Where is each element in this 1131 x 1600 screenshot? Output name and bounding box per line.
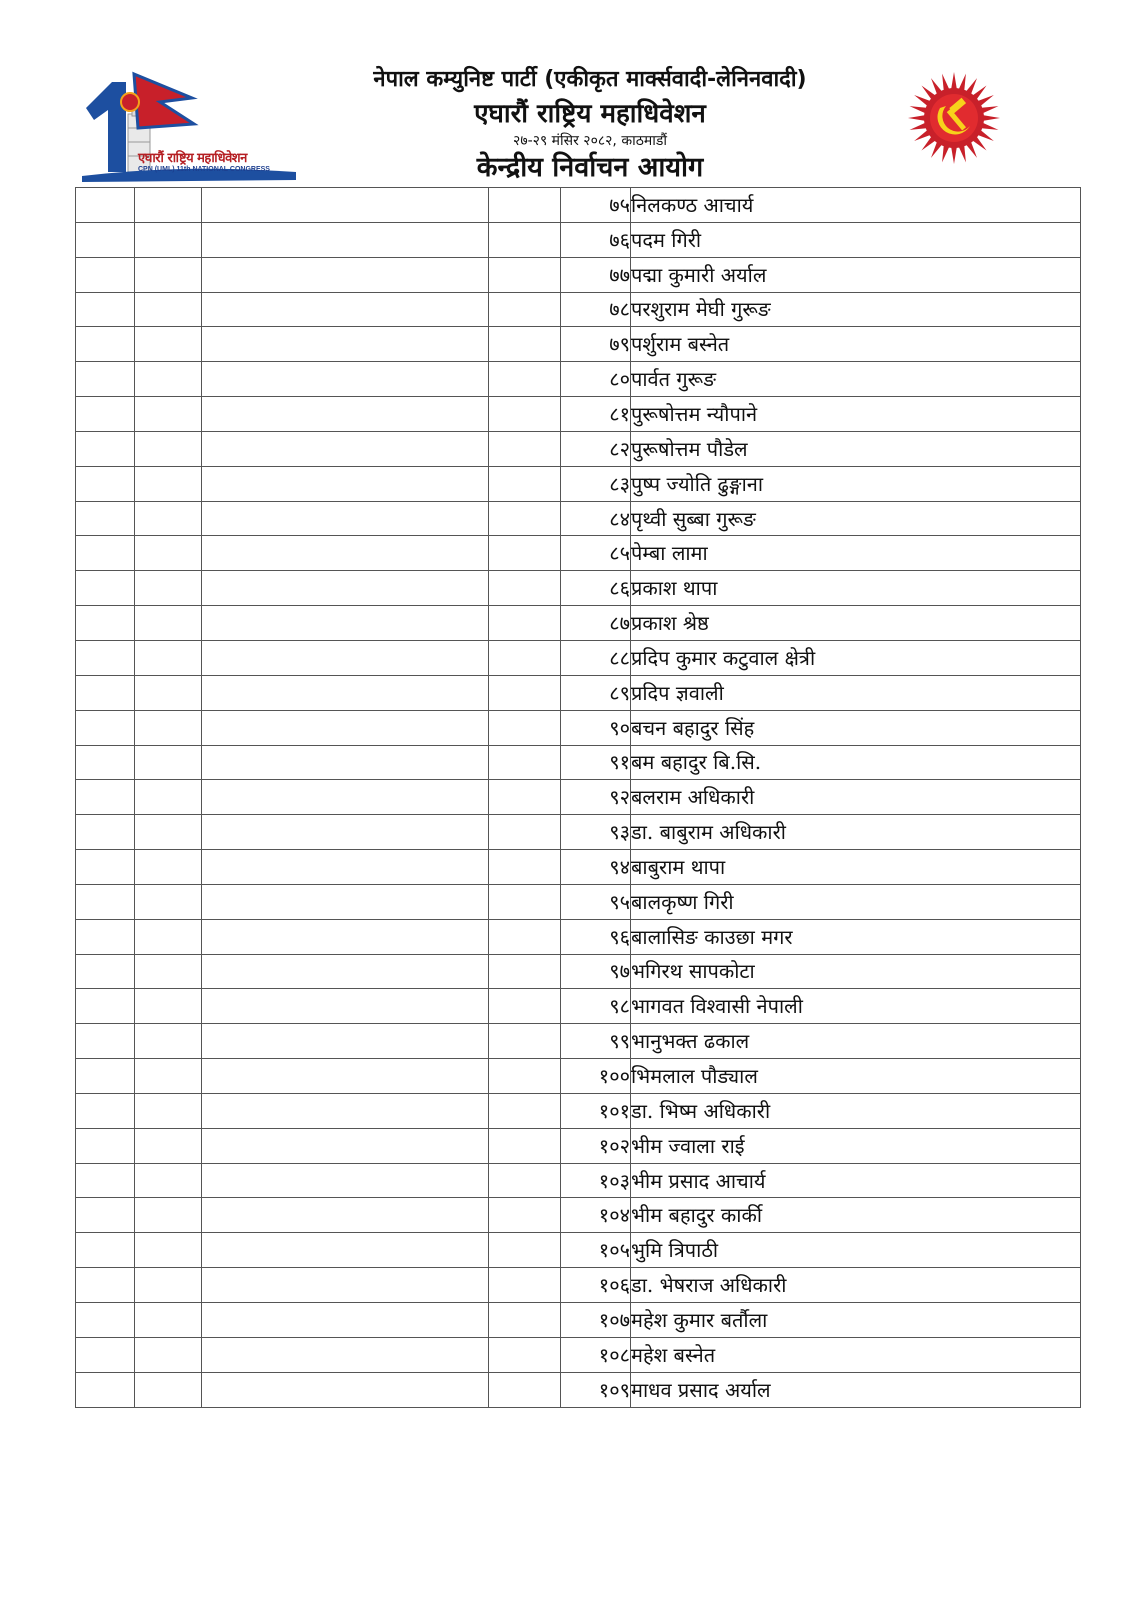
empty-cell bbox=[489, 989, 561, 1024]
empty-cell bbox=[202, 1198, 489, 1233]
candidate-name: निलकण्ठ आचार्य bbox=[631, 188, 1081, 223]
table-row bbox=[76, 466, 1081, 501]
empty-cell bbox=[202, 640, 489, 675]
empty-cell bbox=[202, 954, 489, 989]
table-row bbox=[76, 292, 1081, 327]
empty-cell bbox=[489, 501, 561, 536]
candidate-name: प्रकाश थापा bbox=[631, 571, 1081, 606]
candidate-name: पेम्बा लामा bbox=[631, 536, 1081, 571]
empty-cell bbox=[489, 188, 561, 223]
empty-cell bbox=[76, 1093, 135, 1128]
empty-cell bbox=[135, 188, 202, 223]
candidate-name: परशुराम मेघी गुरूङ bbox=[631, 292, 1081, 327]
empty-cell bbox=[202, 1093, 489, 1128]
candidate-name: बालासिङ काउछा मगर bbox=[631, 919, 1081, 954]
empty-cell bbox=[202, 1163, 489, 1198]
empty-cell bbox=[135, 1093, 202, 1128]
empty-cell bbox=[489, 1303, 561, 1338]
candidate-name: भानुभक्त ढकाल bbox=[631, 1024, 1081, 1059]
empty-cell bbox=[202, 188, 489, 223]
empty-cell bbox=[76, 1163, 135, 1198]
candidate-name: बम बहादुर बि.सि. bbox=[631, 745, 1081, 780]
serial-number: ९६ bbox=[561, 919, 631, 954]
party-emblem bbox=[906, 70, 1002, 166]
candidate-table bbox=[75, 187, 1081, 1408]
empty-cell bbox=[202, 292, 489, 327]
empty-cell bbox=[76, 850, 135, 885]
empty-cell bbox=[489, 466, 561, 501]
empty-cell bbox=[489, 606, 561, 641]
candidate-name: पृथ्वी सुब्बा गुरूङ bbox=[631, 501, 1081, 536]
empty-cell bbox=[202, 257, 489, 292]
empty-cell bbox=[489, 1093, 561, 1128]
candidate-name: भीम बहादुर कार्की bbox=[631, 1198, 1081, 1233]
empty-cell bbox=[202, 850, 489, 885]
candidate-name: डा. भिष्म अधिकारी bbox=[631, 1093, 1081, 1128]
empty-cell bbox=[76, 1303, 135, 1338]
empty-cell bbox=[76, 397, 135, 432]
empty-cell bbox=[76, 501, 135, 536]
serial-number: १०६ bbox=[561, 1268, 631, 1303]
empty-cell bbox=[76, 989, 135, 1024]
candidate-name: डा. बाबुराम अधिकारी bbox=[631, 815, 1081, 850]
candidate-name: भीम ज्वाला राई bbox=[631, 1128, 1081, 1163]
empty-cell bbox=[135, 1198, 202, 1233]
empty-cell bbox=[202, 989, 489, 1024]
empty-cell bbox=[76, 1233, 135, 1268]
empty-cell bbox=[202, 536, 489, 571]
logo-caption: एघारौं राष्ट्रिय महाधिवेशन bbox=[138, 151, 247, 166]
congress-title: एघारौं राष्ट्रिय महाधिवेशन bbox=[474, 99, 706, 129]
serial-number: ७७ bbox=[561, 257, 631, 292]
candidate-name: पुरूषोत्तम पौडेल bbox=[631, 431, 1081, 466]
empty-cell bbox=[76, 466, 135, 501]
empty-cell bbox=[202, 1059, 489, 1094]
candidate-name: भिमलाल पौड्याल bbox=[631, 1059, 1081, 1094]
serial-number: ९३ bbox=[561, 815, 631, 850]
empty-cell bbox=[76, 1372, 135, 1407]
empty-cell bbox=[135, 710, 202, 745]
serial-number: ८७ bbox=[561, 606, 631, 641]
empty-cell bbox=[76, 815, 135, 850]
empty-cell bbox=[489, 397, 561, 432]
serial-number: ८० bbox=[561, 362, 631, 397]
candidate-name: पद्मा कुमारी अर्याल bbox=[631, 257, 1081, 292]
candidate-name: बालकृष्ण गिरी bbox=[631, 884, 1081, 919]
table-row bbox=[76, 431, 1081, 466]
table-row bbox=[76, 850, 1081, 885]
empty-cell bbox=[489, 850, 561, 885]
candidate-name: पार्वत गुरूङ bbox=[631, 362, 1081, 397]
empty-cell bbox=[202, 327, 489, 362]
table-row bbox=[76, 919, 1081, 954]
serial-number: १०५ bbox=[561, 1233, 631, 1268]
table-row bbox=[76, 1059, 1081, 1094]
serial-number: ९७ bbox=[561, 954, 631, 989]
empty-cell bbox=[202, 222, 489, 257]
title-block bbox=[340, 62, 840, 184]
empty-cell bbox=[489, 431, 561, 466]
serial-number: १०४ bbox=[561, 1198, 631, 1233]
empty-cell bbox=[202, 919, 489, 954]
empty-cell bbox=[489, 571, 561, 606]
empty-cell bbox=[135, 1337, 202, 1372]
serial-number: १०३ bbox=[561, 1163, 631, 1198]
table-row bbox=[76, 1163, 1081, 1198]
empty-cell bbox=[202, 1337, 489, 1372]
serial-number: ९९ bbox=[561, 1024, 631, 1059]
empty-cell bbox=[202, 1268, 489, 1303]
empty-cell bbox=[489, 327, 561, 362]
empty-cell bbox=[202, 745, 489, 780]
empty-cell bbox=[489, 536, 561, 571]
serial-number: ९५ bbox=[561, 884, 631, 919]
empty-cell bbox=[489, 745, 561, 780]
serial-number: ८३ bbox=[561, 466, 631, 501]
serial-number: १०८ bbox=[561, 1337, 631, 1372]
empty-cell bbox=[135, 884, 202, 919]
serial-number: १०७ bbox=[561, 1303, 631, 1338]
empty-cell bbox=[76, 1128, 135, 1163]
empty-cell bbox=[135, 501, 202, 536]
empty-cell bbox=[76, 954, 135, 989]
empty-cell bbox=[202, 1233, 489, 1268]
candidate-name: पदम गिरी bbox=[631, 222, 1081, 257]
empty-cell bbox=[202, 606, 489, 641]
serial-number: ८६ bbox=[561, 571, 631, 606]
party-name: नेपाल कम्युनिष्ट पार्टी (एकीकृत मार्क्सवादी-लेनिनवादी) bbox=[373, 67, 807, 92]
congress-logo bbox=[82, 68, 298, 186]
serial-number: ८९ bbox=[561, 675, 631, 710]
table-row bbox=[76, 327, 1081, 362]
table-row bbox=[76, 1128, 1081, 1163]
serial-number: १०२ bbox=[561, 1128, 631, 1163]
empty-cell bbox=[202, 1303, 489, 1338]
empty-cell bbox=[135, 257, 202, 292]
candidate-name: माधव प्रसाद अर्याल bbox=[631, 1372, 1081, 1407]
empty-cell bbox=[135, 536, 202, 571]
empty-cell bbox=[135, 466, 202, 501]
empty-cell bbox=[489, 640, 561, 675]
serial-number: ८१ bbox=[561, 397, 631, 432]
empty-cell bbox=[135, 1059, 202, 1094]
empty-cell bbox=[76, 1059, 135, 1094]
empty-cell bbox=[489, 1233, 561, 1268]
table-row bbox=[76, 675, 1081, 710]
empty-cell bbox=[135, 606, 202, 641]
empty-cell bbox=[135, 745, 202, 780]
empty-cell bbox=[76, 780, 135, 815]
empty-cell bbox=[489, 362, 561, 397]
logo-caption-en: CPN (UML) 11th NATIONAL CONGRESS bbox=[138, 166, 270, 173]
table-row bbox=[76, 989, 1081, 1024]
empty-cell bbox=[489, 1268, 561, 1303]
sun-hammer-sickle-icon bbox=[906, 70, 1002, 166]
candidate-name: प्रकाश श्रेष्ठ bbox=[631, 606, 1081, 641]
candidate-name: भीम प्रसाद आचार्य bbox=[631, 1163, 1081, 1198]
document-header bbox=[0, 0, 1131, 190]
empty-cell bbox=[202, 675, 489, 710]
empty-cell bbox=[489, 1024, 561, 1059]
serial-number: ९८ bbox=[561, 989, 631, 1024]
empty-cell bbox=[135, 1268, 202, 1303]
empty-cell bbox=[76, 884, 135, 919]
empty-cell bbox=[202, 501, 489, 536]
empty-cell bbox=[76, 188, 135, 223]
empty-cell bbox=[135, 1233, 202, 1268]
table-row bbox=[76, 222, 1081, 257]
empty-cell bbox=[135, 1163, 202, 1198]
table-row bbox=[76, 536, 1081, 571]
empty-cell bbox=[76, 257, 135, 292]
empty-cell bbox=[76, 1024, 135, 1059]
empty-cell bbox=[202, 815, 489, 850]
empty-cell bbox=[489, 222, 561, 257]
empty-cell bbox=[135, 397, 202, 432]
empty-cell bbox=[76, 327, 135, 362]
empty-cell bbox=[489, 919, 561, 954]
empty-cell bbox=[202, 362, 489, 397]
serial-number: १०१ bbox=[561, 1093, 631, 1128]
empty-cell bbox=[489, 884, 561, 919]
empty-cell bbox=[135, 1128, 202, 1163]
serial-number: ७५ bbox=[561, 188, 631, 223]
empty-cell bbox=[135, 850, 202, 885]
candidate-name: बाबुराम थापा bbox=[631, 850, 1081, 885]
empty-cell bbox=[489, 710, 561, 745]
empty-cell bbox=[135, 1024, 202, 1059]
table-row bbox=[76, 1372, 1081, 1407]
empty-cell bbox=[489, 1163, 561, 1198]
empty-cell bbox=[76, 640, 135, 675]
table-row bbox=[76, 710, 1081, 745]
table-row bbox=[76, 954, 1081, 989]
empty-cell bbox=[76, 1198, 135, 1233]
table-row bbox=[76, 397, 1081, 432]
empty-cell bbox=[135, 954, 202, 989]
empty-cell bbox=[202, 710, 489, 745]
table-row bbox=[76, 571, 1081, 606]
serial-number: ९० bbox=[561, 710, 631, 745]
serial-number: ७९ bbox=[561, 327, 631, 362]
serial-number: ८५ bbox=[561, 536, 631, 571]
empty-cell bbox=[76, 1268, 135, 1303]
table-row bbox=[76, 780, 1081, 815]
serial-number: ८८ bbox=[561, 640, 631, 675]
candidate-name: प्रदिप ज्ञवाली bbox=[631, 675, 1081, 710]
empty-cell bbox=[202, 397, 489, 432]
empty-cell bbox=[489, 1198, 561, 1233]
table-row bbox=[76, 606, 1081, 641]
empty-cell bbox=[76, 1337, 135, 1372]
candidate-name: महेश बस्नेत bbox=[631, 1337, 1081, 1372]
empty-cell bbox=[76, 710, 135, 745]
table-row bbox=[76, 640, 1081, 675]
empty-cell bbox=[76, 919, 135, 954]
empty-cell bbox=[135, 327, 202, 362]
table-row bbox=[76, 1268, 1081, 1303]
empty-cell bbox=[489, 815, 561, 850]
table-row bbox=[76, 1198, 1081, 1233]
empty-cell bbox=[135, 780, 202, 815]
table-row bbox=[76, 188, 1081, 223]
empty-cell bbox=[76, 362, 135, 397]
empty-cell bbox=[76, 431, 135, 466]
table-row bbox=[76, 501, 1081, 536]
empty-cell bbox=[489, 1337, 561, 1372]
empty-cell bbox=[202, 466, 489, 501]
empty-cell bbox=[489, 675, 561, 710]
serial-number: ९४ bbox=[561, 850, 631, 885]
candidate-name: भागवत विश्वासी नेपाली bbox=[631, 989, 1081, 1024]
empty-cell bbox=[489, 292, 561, 327]
serial-number: ७६ bbox=[561, 222, 631, 257]
table-row bbox=[76, 1233, 1081, 1268]
empty-cell bbox=[135, 571, 202, 606]
empty-cell bbox=[135, 675, 202, 710]
empty-cell bbox=[202, 1128, 489, 1163]
candidate-name: पुरूषोत्तम न्यौपाने bbox=[631, 397, 1081, 432]
candidate-name: बलराम अधिकारी bbox=[631, 780, 1081, 815]
empty-cell bbox=[489, 1372, 561, 1407]
empty-cell bbox=[202, 780, 489, 815]
empty-cell bbox=[135, 1372, 202, 1407]
serial-number: ८४ bbox=[561, 501, 631, 536]
table-row bbox=[76, 745, 1081, 780]
candidate-name: प्रदिप कुमार कटुवाल क्षेत्री bbox=[631, 640, 1081, 675]
empty-cell bbox=[76, 292, 135, 327]
serial-number: ७८ bbox=[561, 292, 631, 327]
empty-cell bbox=[135, 222, 202, 257]
empty-cell bbox=[202, 431, 489, 466]
empty-cell bbox=[76, 675, 135, 710]
commission-title: केन्द्रीय निर्वाचन आयोग bbox=[476, 152, 704, 183]
empty-cell bbox=[76, 222, 135, 257]
empty-cell bbox=[135, 989, 202, 1024]
empty-cell bbox=[202, 1372, 489, 1407]
table-row bbox=[76, 362, 1081, 397]
empty-cell bbox=[76, 536, 135, 571]
serial-number: ९२ bbox=[561, 780, 631, 815]
serial-number: १०९ bbox=[561, 1372, 631, 1407]
table-row bbox=[76, 884, 1081, 919]
empty-cell bbox=[489, 1128, 561, 1163]
candidate-name: पुष्प ज्योति ढुङ्गाना bbox=[631, 466, 1081, 501]
table-row bbox=[76, 1303, 1081, 1338]
serial-number: ८२ bbox=[561, 431, 631, 466]
empty-cell bbox=[135, 362, 202, 397]
candidate-name: महेश कुमार बर्तौला bbox=[631, 1303, 1081, 1338]
empty-cell bbox=[135, 815, 202, 850]
table-row bbox=[76, 1337, 1081, 1372]
candidate-name: डा. भेषराज अधिकारी bbox=[631, 1268, 1081, 1303]
table-row bbox=[76, 257, 1081, 292]
empty-cell bbox=[489, 257, 561, 292]
empty-cell bbox=[202, 571, 489, 606]
empty-cell bbox=[135, 431, 202, 466]
empty-cell bbox=[202, 1024, 489, 1059]
empty-cell bbox=[135, 1303, 202, 1338]
empty-cell bbox=[489, 954, 561, 989]
candidate-name: भुमि त्रिपाठी bbox=[631, 1233, 1081, 1268]
serial-number: १०० bbox=[561, 1059, 631, 1094]
empty-cell bbox=[76, 606, 135, 641]
empty-cell bbox=[489, 1059, 561, 1094]
candidate-name: पर्शुराम बस्नेत bbox=[631, 327, 1081, 362]
serial-number: ९१ bbox=[561, 745, 631, 780]
empty-cell bbox=[135, 292, 202, 327]
empty-cell bbox=[135, 640, 202, 675]
empty-cell bbox=[135, 919, 202, 954]
table-row bbox=[76, 815, 1081, 850]
candidate-name: भगिरथ सापकोटा bbox=[631, 954, 1081, 989]
empty-cell bbox=[489, 780, 561, 815]
empty-cell bbox=[76, 571, 135, 606]
candidate-name: बचन बहादुर सिंह bbox=[631, 710, 1081, 745]
empty-cell bbox=[76, 745, 135, 780]
table-row bbox=[76, 1024, 1081, 1059]
congress-date-venue: २७-२९ मंसिर २०८२, काठमाडौं bbox=[513, 133, 667, 149]
table-row bbox=[76, 1093, 1081, 1128]
empty-cell bbox=[202, 884, 489, 919]
